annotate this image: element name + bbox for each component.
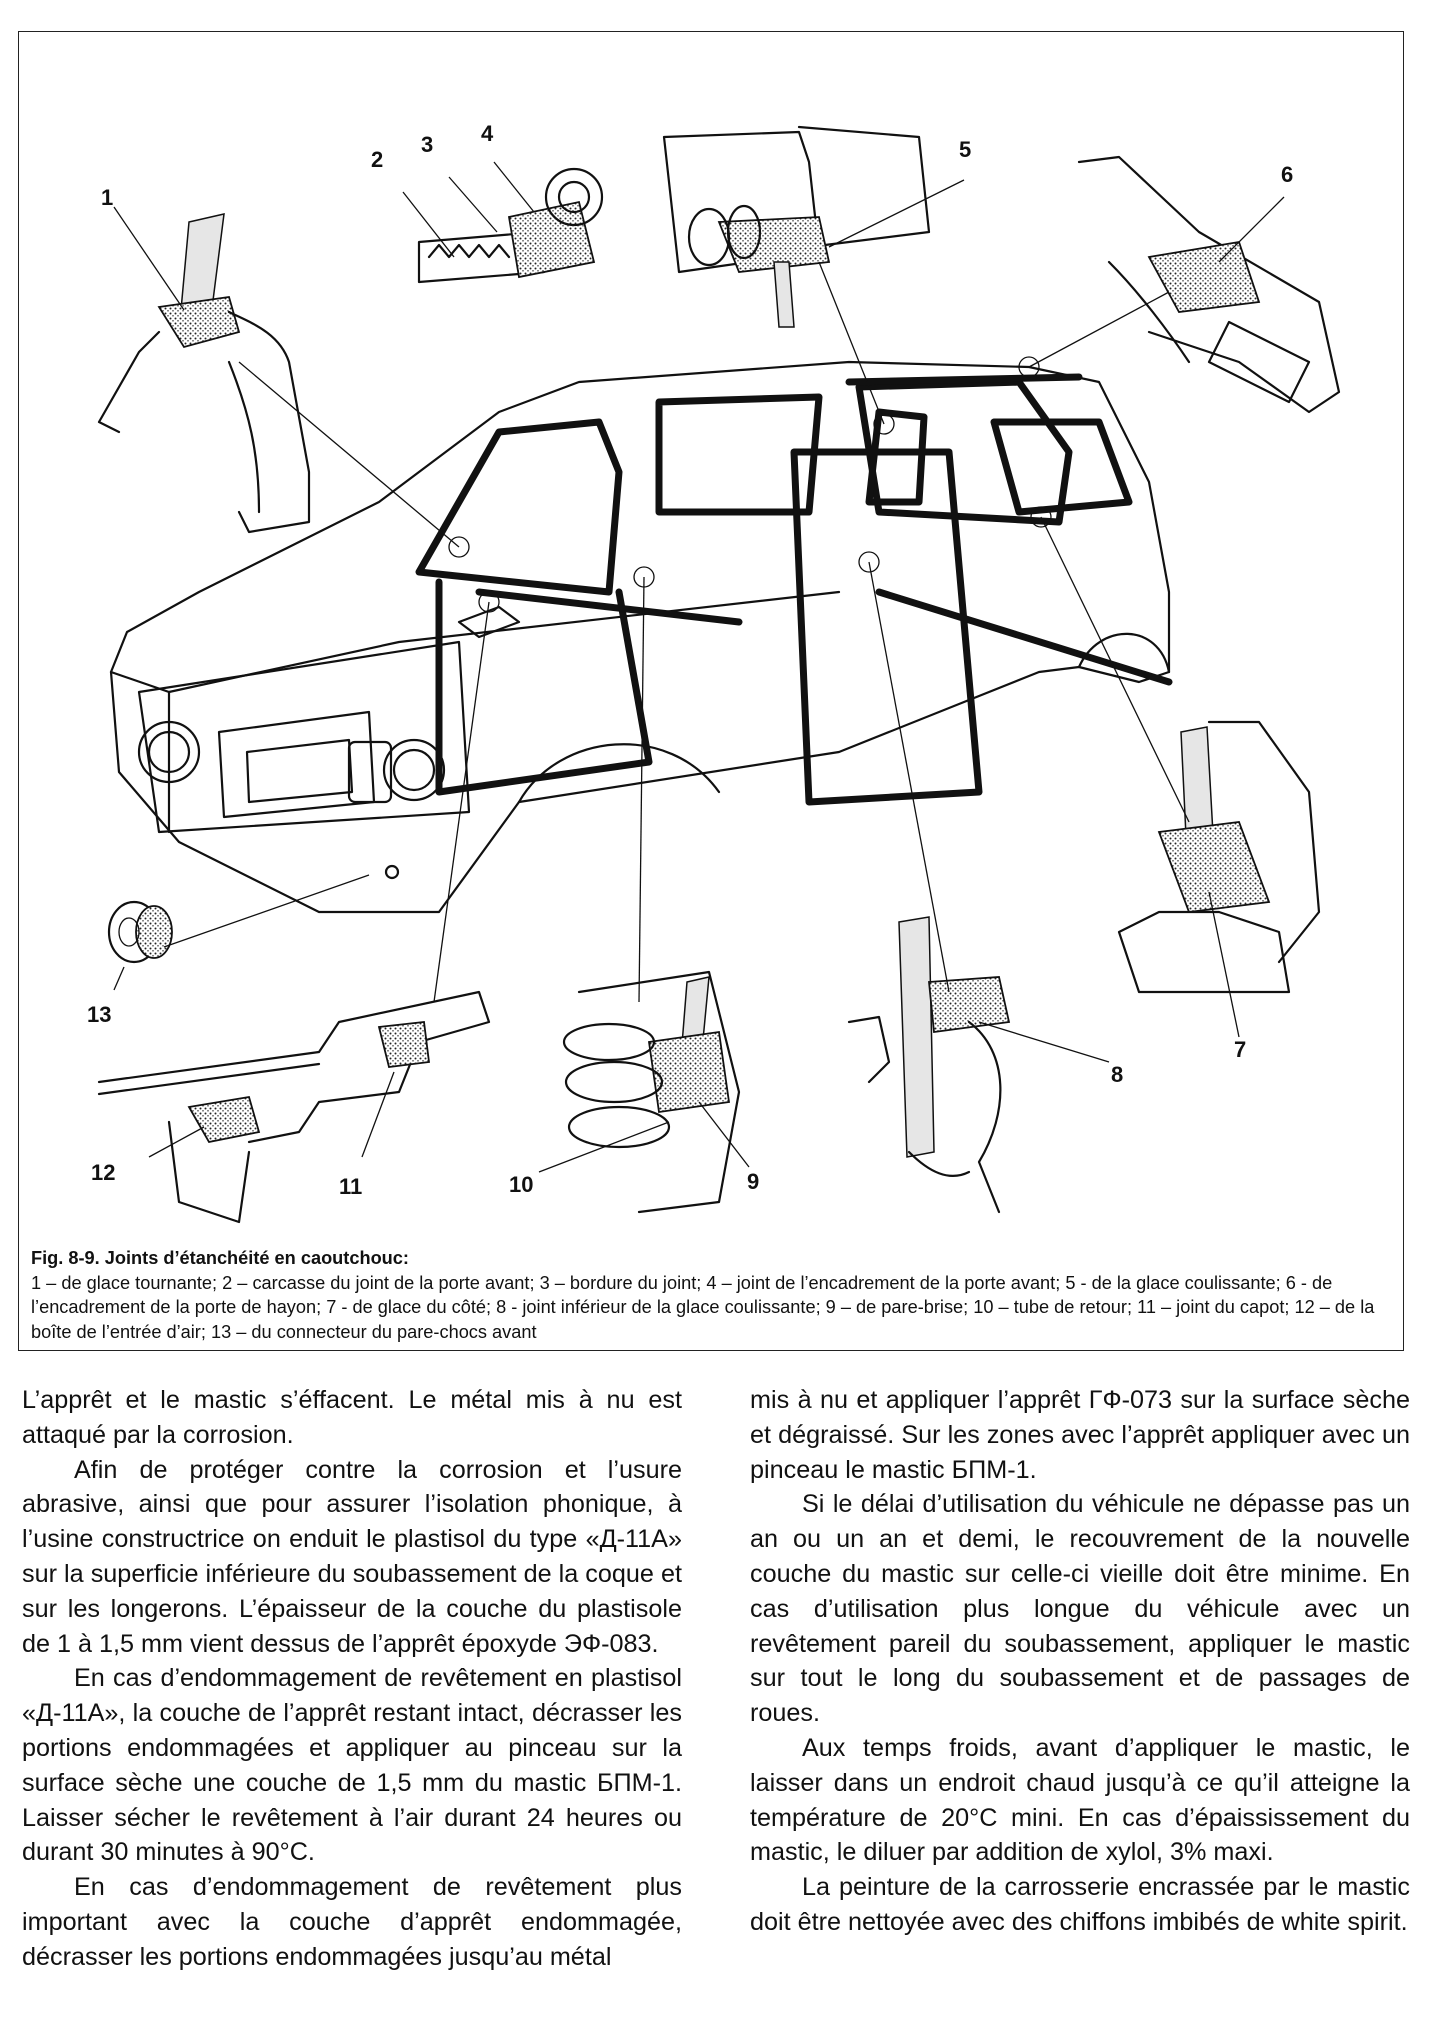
- callout-11: 11: [339, 1174, 363, 1199]
- callout-4: 4: [481, 121, 494, 146]
- figure-frame: [18, 31, 1404, 1351]
- figure-caption: [31, 1246, 1393, 1344]
- paragraph: Aux temps froids, avant d’appliquer le mastic, le laisser dans un endroit chaud jusqu’à ce qu’il atteigne la température de 20°С mini. En cas d’épaississement du mastic, le diluer par addition de xylol, 3% maxi.: [750, 1733, 1410, 1867]
- paragraph: Si le délai d’utilisation du véhicule ne dépasse pas un an ou un an et demi, le recouvrement de la nouvelle couche du mastic sur celle-ci vieille doit être minime. En cas d’utilisation plus longue du véhicule avec un revêtement pareil du soubassement, appliquer le mastic sur tout le long du soubassement et de passages de roues.: [750, 1490, 1410, 1728]
- detail-11-12: [99, 992, 489, 1222]
- callout-9: 9: [747, 1169, 760, 1194]
- car-body: [111, 362, 1169, 912]
- paragraph: En cas d’endommagement de revêtement en plastisol «Д-11А», la couche de l’apprêt restant intact, décrasser les portions endommagées et appliquer au pinceau sur la surface sèche une couche de 1,5 mm du mastic БПМ-1. Laisser sécher le revêtement à l’air durant 24 heures ou durant 30 minutes à 90°С.: [22, 1664, 682, 1867]
- callout-6: 6: [1281, 162, 1294, 187]
- callout-3: 3: [421, 132, 434, 157]
- detail-6: [1079, 157, 1339, 412]
- callout-13: 13: [87, 1002, 112, 1027]
- callout-10: 10: [509, 1172, 534, 1197]
- paragraph: Afin de protéger contre la corrosion et l’usure abrasive, ainsi que pour assurer l’isolation phonique, à l’usine constructrice on enduit le plastisol du type «Д-11А» sur la superficie inférieure du soubassement de la coque et sur les longerons. L’épaisseur de la couche du plastisole de 1 à 1,5 mm vient dessus de l’apprêt époxyde ЭФ-083.: [22, 1455, 682, 1658]
- paragraph: La peinture de la carrosserie encrassée par le mastic doit être nettoyée avec des chiffons imbibés de white spirit.: [750, 1873, 1410, 1936]
- caption-title: Fig. 8-9. Joints d’étanchéité en caoutchouc:: [31, 1248, 409, 1268]
- caption-text: 1 – de glace tournante; 2 – carcasse du joint de la porte avant; 3 – bordure du joint; 4 – joint de l’encadrement de la porte avant; 5 - de la glace coulissante; 6 - de l’encadrement de la porte de hayon; 7 - de glace du côté; 8 - joint inférieur de la glace coulissante; 9 – de pare-brise; 10 – tube de retour; 11 – joint du capot; 12 – de la boîte de l’entrée d’air; 13 – du connecteur du pare-chocs avant: [31, 1272, 1375, 1342]
- text-column-left: [22, 1383, 682, 1975]
- callout-5: 5: [959, 137, 972, 162]
- callout-12: 12: [91, 1160, 116, 1185]
- callout-2: 2: [371, 147, 384, 172]
- callout-1: 1: [101, 185, 114, 210]
- detail-13: [109, 902, 172, 962]
- detail-2-4: [419, 169, 602, 282]
- detail-7: [1119, 722, 1319, 992]
- detail-9-10: [564, 972, 739, 1212]
- paragraph: L’apprêt et le mastic s’éffacent. Le métal mis à nu est attaqué par la corrosion.: [22, 1386, 682, 1449]
- detail-1: [99, 214, 309, 532]
- text-column-right: [750, 1383, 1410, 1940]
- callout-8: 8: [1111, 1062, 1124, 1087]
- callout-7: 7: [1234, 1037, 1247, 1062]
- detail-5: [664, 127, 929, 327]
- paragraph: mis à nu et appliquer l’apprêt ГФ-073 sur la surface sèche et dégraissé. Sur les zones avec l’apprêt appliquer avec un pinceau le mastic БПМ-1.: [750, 1386, 1410, 1484]
- paragraph: En cas d’endommagement de revêtement plus important avec la couche d’apprêt endommagée, décrasser les portions endommagées jusqu’au métal: [22, 1873, 682, 1971]
- detail-8: [849, 917, 1009, 1212]
- seal-diagram: [19, 32, 1405, 1242]
